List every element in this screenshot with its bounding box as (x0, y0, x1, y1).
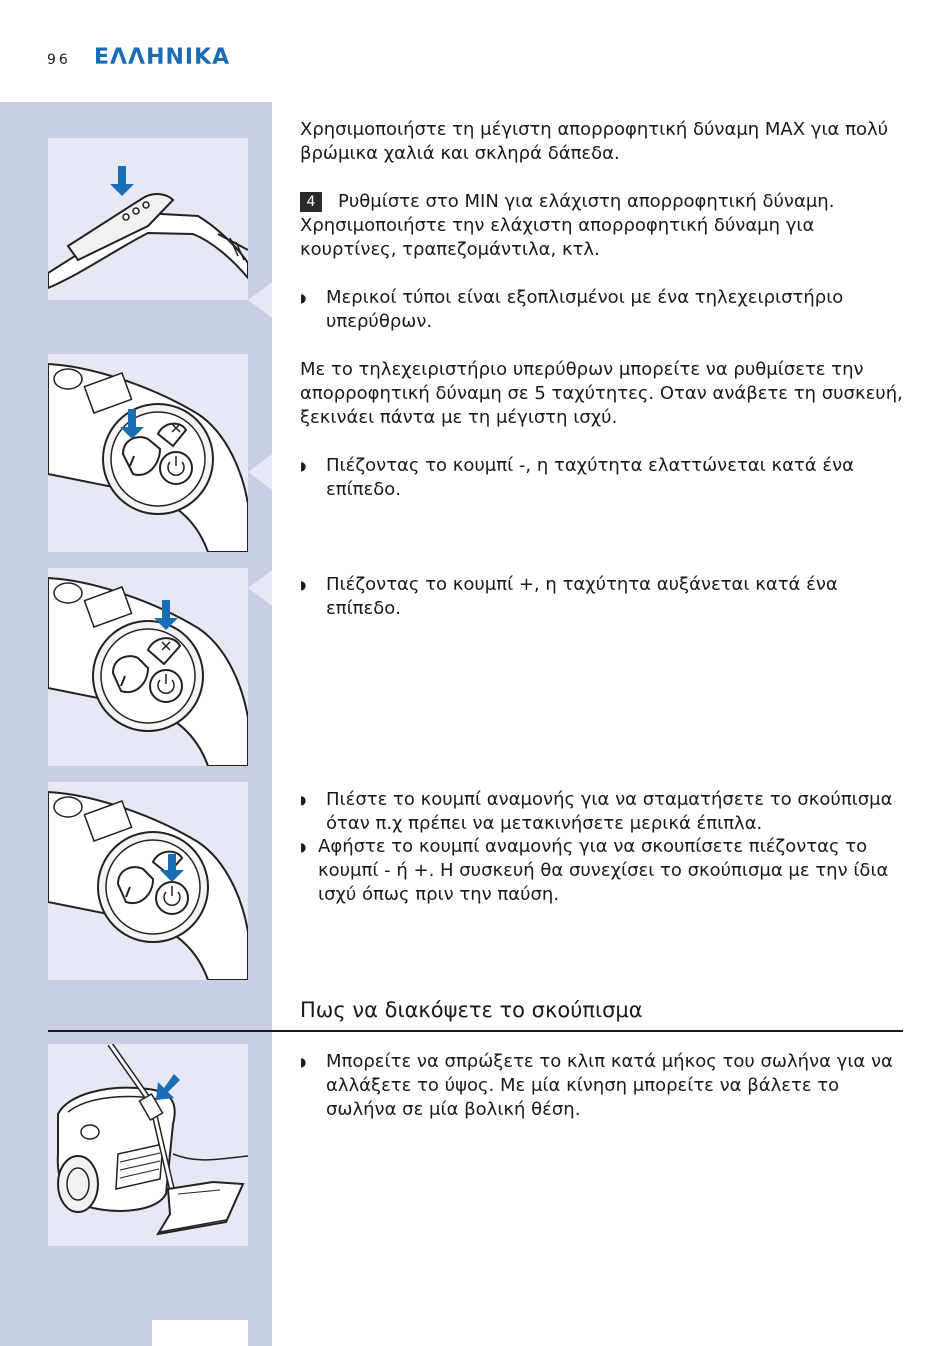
bullet-remote-text: Μερικοί τύποι είναι εξοπλισμένοι με ένα τηλεχειριστήριο υπερύθρων. (326, 287, 844, 332)
step-4-text: Ρυθμίστε στο MIN για ελάχιστη απορροφητική δύναμη. (338, 191, 835, 212)
bullet-minus (300, 454, 905, 502)
bullet-minus-text: Πιέζοντας το κουμπί -, η ταχύτητα ελαττώνεται κατά ένα επίπεδο. (326, 455, 855, 500)
step-4 (300, 190, 905, 214)
panel-tab (248, 454, 272, 490)
vacuum-illustration (48, 1044, 248, 1246)
remote-standby-illustration (48, 782, 248, 980)
bullet-resume (300, 835, 905, 907)
page-header (0, 0, 950, 100)
illustration-handle-control (48, 138, 248, 300)
panel-tab (248, 282, 272, 318)
triangle-bullet-icon: ◗ (300, 1055, 307, 1069)
illustration-vacuum-clip (48, 1044, 248, 1246)
triangle-bullet-icon: ◗ (300, 840, 307, 854)
step-number: 4 (300, 192, 322, 212)
bullet-clip (300, 1050, 905, 1122)
panel-tab (248, 570, 272, 606)
bullet-plus-text: Πιέζοντας το κουμπί +, η ταχύτητα αυξάνεται κατά ένα επίπεδο. (326, 574, 838, 619)
section-divider (48, 1030, 903, 1032)
page-number: 96 (47, 52, 71, 68)
section-title: Πως να διακόψετε το σκούπισμα (300, 998, 643, 1022)
bullet-resume-text: Αφήστε το κουμπί αναμονής για να σκουπίσετε πιέζοντας το κουμπί - ή +. Η συσκευή θα συνεχίσει το σκούπισμα με την ίδια ισχύ όπως πριν την παύση. (318, 836, 889, 905)
paragraph-min: Χρησιμοποιήστε την ελάχιστη απορροφητική δύναμη για κουρτίνες, τραπεζομάντιλα, κτλ. (300, 215, 815, 260)
panel-edge (152, 1320, 248, 1346)
blue-down-arrow-icon (156, 1074, 180, 1100)
blue-down-arrow-icon (110, 166, 134, 196)
paragraph-remote: Με το τηλεχειριστήριο υπερύθρων μπορείτε να ρυθμίσετε την απορροφητική δύναμη σε 5 ταχύτητες. Οταν ανάβετε τη συσκευή, ξεκινάει πάντα με τη μέγιστη ισχύ. (300, 359, 903, 428)
remote-minus-illustration (48, 354, 248, 552)
triangle-bullet-icon: ◗ (300, 291, 307, 305)
handle-illustration (48, 138, 248, 300)
triangle-bullet-icon: ◗ (300, 793, 307, 807)
language-heading: ΕΛΛΗΝΙΚΑ (94, 45, 231, 70)
bullet-standby (300, 788, 905, 836)
illustration-sidebar (0, 102, 272, 1346)
illustration-remote-plus (48, 568, 248, 766)
bullet-remote (300, 286, 905, 334)
triangle-bullet-icon: ◗ (300, 459, 307, 473)
remote-plus-illustration (48, 568, 248, 766)
illustration-remote-minus (48, 354, 248, 552)
triangle-bullet-icon: ◗ (300, 578, 307, 592)
bullet-clip-text: Μπορείτε να σπρώξετε το κλιπ κατά μήκος του σωλήνα για να αλλάξετε το ύψος. Με μία κίνηση μπορείτε να βάλετε το σωλήνα σε μία βολική θέση. (326, 1051, 893, 1120)
illustration-remote-standby (48, 782, 248, 980)
paragraph-max: Χρησιμοποιήστε τη μέγιστη απορροφητική δύναμη MAX για πολύ βρώμικα χαλιά και σκληρά δάπεδα. (300, 119, 889, 164)
bullet-plus (300, 573, 905, 621)
bullet-standby-text: Πιέστε το κουμπί αναμονής για να σταματήσετε το σκούπισμα όταν π.χ πρέπει να μετακινήσετε μερικά έπιπλα. (326, 789, 893, 834)
